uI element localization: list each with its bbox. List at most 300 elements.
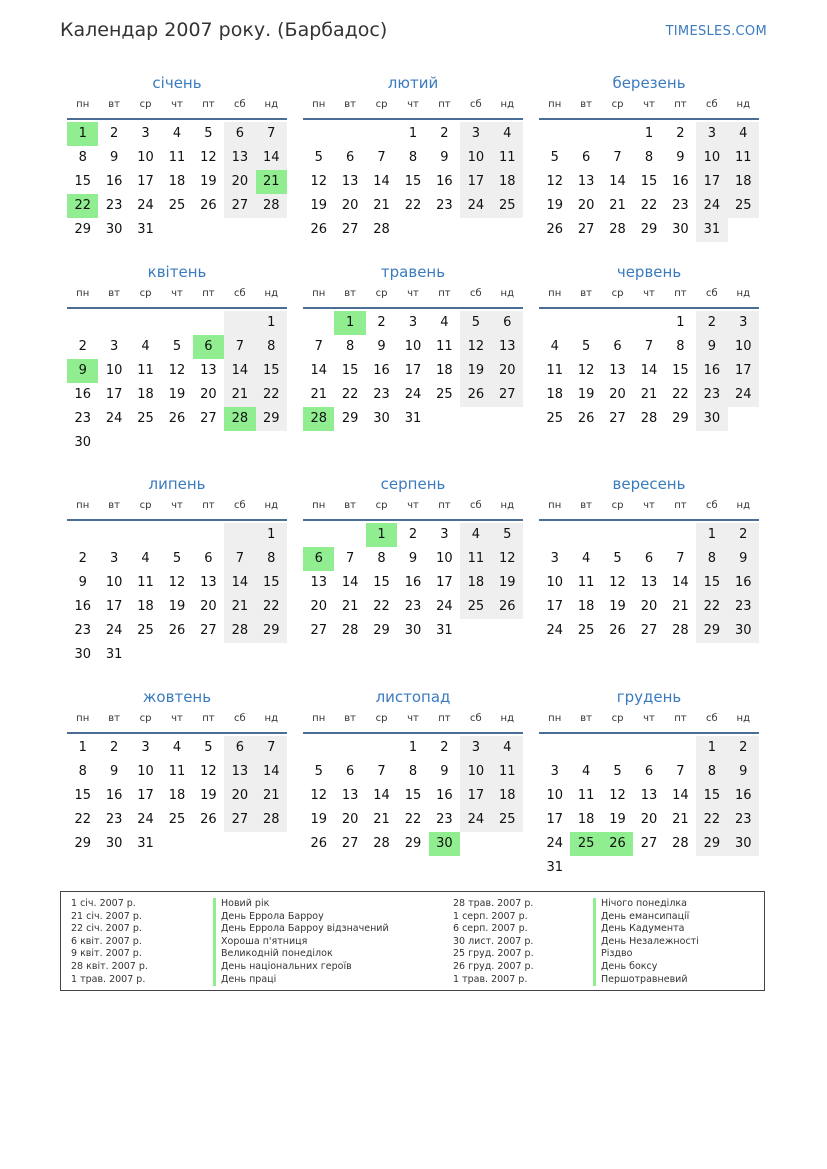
day-cell: 4	[492, 122, 523, 146]
day-cell: 28	[341, 623, 359, 638]
day-cell: 30	[672, 222, 689, 237]
day-cell: 13	[200, 363, 217, 378]
legend-entry: 22 січ. 2007 р.	[71, 923, 142, 935]
day-cell: 18	[460, 571, 491, 595]
day-cell: 23	[696, 383, 727, 407]
day-cell: 30	[373, 411, 390, 426]
day-cell: 21	[373, 812, 390, 827]
day-cell: 4	[581, 551, 591, 566]
weekday-label: нд	[736, 713, 750, 724]
empty-cell	[633, 311, 664, 335]
day-cell: 27	[224, 194, 255, 218]
day-grid	[539, 736, 759, 880]
day-cell: 18	[137, 387, 154, 402]
day-cell: 26	[168, 623, 186, 638]
month-name: вересень	[612, 475, 686, 493]
day-cell: 19	[609, 812, 626, 827]
day-grid	[67, 523, 287, 667]
day-cell: 20	[577, 198, 595, 213]
day-cell: 19	[168, 599, 186, 614]
legend-entry: 30 лист. 2007 р.	[453, 935, 534, 947]
day-cell: 26	[310, 222, 327, 237]
day-cell: 22	[640, 198, 658, 213]
empty-cell	[193, 523, 224, 547]
day-cell: 12	[310, 174, 327, 189]
weekday-label: ср	[139, 500, 152, 511]
day-cell: 6	[224, 736, 255, 760]
day-cell: 6	[644, 551, 654, 566]
empty-cell	[539, 311, 570, 335]
day-cell: 25	[168, 812, 186, 827]
day-cell: 22	[74, 812, 91, 827]
day-cell: 25	[492, 194, 523, 218]
day-cell: 12	[200, 764, 217, 779]
month-name: червень	[616, 263, 682, 281]
day-cell: 11	[577, 575, 595, 590]
legend-entry: День Ерролa Барроу	[213, 911, 389, 924]
day-cell: 19	[310, 198, 327, 213]
day-cell: 24	[105, 411, 123, 426]
day-cell: 18	[137, 599, 154, 614]
day-cell: 18	[436, 363, 453, 378]
day-cell: 28	[373, 222, 390, 237]
day-cell: 3	[696, 122, 727, 146]
weekday-label: вт	[108, 713, 120, 724]
day-cell: 12	[168, 363, 186, 378]
day-cell: 22	[256, 595, 287, 619]
day-cell: 1	[408, 126, 418, 141]
day-cell: 2	[78, 551, 87, 566]
legend-entry: Першотравневий	[593, 974, 699, 987]
day-cell: 31	[546, 860, 563, 875]
legend-entry: День боксу	[593, 961, 699, 974]
day-grid	[67, 736, 287, 856]
day-cell: 14	[672, 788, 689, 803]
weekday-label: сб	[470, 713, 482, 724]
day-cell: 14	[373, 788, 390, 803]
weekday-label: сб	[706, 500, 718, 511]
holiday-day: 21	[256, 170, 287, 194]
day-cell: 4	[581, 764, 591, 779]
day-cell: 9	[377, 339, 386, 354]
day-cell: 17	[728, 359, 759, 383]
day-cell: 1	[644, 126, 654, 141]
weekday-label: чт	[171, 713, 183, 724]
day-cell: 8	[696, 547, 727, 571]
day-cell: 27	[577, 222, 595, 237]
weekday-label: пн	[548, 500, 562, 511]
legend-entry: День праці	[213, 974, 389, 987]
legend-entry: Великодній понеділок	[213, 948, 389, 961]
day-cell: 1	[78, 740, 87, 755]
day-cell: 16	[74, 599, 91, 614]
weekday-header	[539, 710, 759, 734]
day-cell: 4	[728, 122, 759, 146]
day-cell: 10	[105, 575, 123, 590]
weekday-label: пт	[674, 500, 687, 511]
weekday-label: пн	[76, 713, 90, 724]
day-cell: 4	[172, 740, 182, 755]
weekday-label: пт	[438, 500, 451, 511]
day-cell: 23	[105, 812, 123, 827]
day-cell: 3	[440, 527, 449, 542]
weekday-header	[67, 96, 287, 120]
weekday-label: пн	[76, 99, 90, 110]
day-cell: 29	[256, 407, 287, 431]
legend-entry: Нічого понеділка	[593, 898, 699, 911]
day-cell: 7	[644, 339, 654, 354]
weekday-label: вт	[108, 500, 120, 511]
weekday-header	[67, 710, 287, 734]
day-cell: 15	[341, 363, 359, 378]
month-9	[539, 474, 759, 643]
day-cell: 20	[310, 599, 327, 614]
holiday-day: 1	[366, 523, 397, 547]
day-cell: 31	[137, 836, 154, 851]
day-cell: 31	[137, 222, 154, 237]
day-cell: 22	[672, 387, 689, 402]
empty-cell	[303, 311, 334, 335]
day-cell: 5	[613, 551, 622, 566]
day-cell: 21	[310, 387, 327, 402]
weekday-label: пт	[202, 288, 215, 299]
weekday-label: чт	[643, 713, 655, 724]
holiday-day: 1	[67, 122, 98, 146]
day-cell: 25	[546, 411, 563, 426]
day-cell: 20	[341, 812, 359, 827]
weekday-label: пн	[312, 500, 326, 511]
day-cell: 16	[696, 359, 727, 383]
legend-entry: Новий рік	[213, 898, 389, 911]
day-cell: 5	[172, 551, 182, 566]
day-cell: 3	[109, 339, 119, 354]
day-cell: 19	[546, 198, 563, 213]
weekday-label: пт	[438, 713, 451, 724]
legend-entry: День Незалежності	[593, 936, 699, 949]
day-cell: 29	[696, 832, 727, 856]
day-cell: 5	[613, 764, 622, 779]
weekday-label: пт	[674, 288, 687, 299]
day-cell: 29	[373, 623, 390, 638]
day-cell: 8	[256, 547, 287, 571]
day-cell: 30	[105, 222, 123, 237]
day-grid	[67, 122, 287, 242]
empty-cell	[602, 523, 633, 547]
day-cell: 10	[546, 575, 563, 590]
weekday-label: вт	[344, 713, 356, 724]
day-cell: 27	[310, 623, 327, 638]
day-cell: 3	[408, 315, 418, 330]
day-cell: 23	[672, 198, 689, 213]
empty-cell	[161, 311, 192, 335]
weekday-label: нд	[500, 288, 514, 299]
day-cell: 2	[676, 126, 685, 141]
day-cell: 30	[696, 407, 727, 431]
month-7	[67, 474, 287, 667]
day-cell: 18	[492, 784, 523, 808]
day-cell: 29	[256, 619, 287, 643]
day-cell: 26	[168, 411, 186, 426]
day-cell: 22	[404, 198, 422, 213]
day-cell: 1	[256, 311, 287, 335]
day-cell: 17	[436, 575, 453, 590]
weekday-label: нд	[736, 288, 750, 299]
empty-cell	[224, 311, 255, 335]
day-cell: 22	[696, 595, 727, 619]
day-cell: 27	[200, 623, 217, 638]
legend-entry: День Еррола Барроу відзначений	[213, 923, 389, 936]
day-cell: 21	[373, 198, 390, 213]
legend-entry: 21 січ. 2007 р.	[71, 910, 142, 922]
weekday-label: чт	[407, 500, 419, 511]
empty-cell	[366, 122, 397, 146]
day-cell: 29	[672, 411, 689, 426]
month-3	[539, 73, 759, 242]
day-cell: 15	[696, 784, 727, 808]
day-cell: 9	[728, 547, 759, 571]
day-cell: 15	[696, 571, 727, 595]
month-name: листопад	[375, 688, 451, 706]
day-grid	[303, 311, 523, 431]
weekday-label: вт	[580, 713, 592, 724]
weekday-label: вт	[108, 288, 120, 299]
day-cell: 7	[377, 150, 386, 165]
day-cell: 25	[577, 623, 595, 638]
weekday-label: пн	[548, 288, 562, 299]
day-cell: 29	[74, 836, 91, 851]
month-4	[67, 262, 287, 455]
day-cell: 19	[200, 788, 217, 803]
weekday-label: пн	[548, 99, 562, 110]
weekday-label: сб	[234, 500, 246, 511]
weekday-label: ср	[375, 500, 388, 511]
day-cell: 3	[109, 551, 119, 566]
day-cell: 10	[546, 788, 563, 803]
day-cell: 12	[310, 788, 327, 803]
legend-entry: 6 квіт. 2007 р.	[71, 935, 142, 947]
day-cell: 11	[168, 150, 186, 165]
day-cell: 11	[546, 363, 563, 378]
holiday-legend	[60, 891, 765, 991]
weekday-label: сб	[470, 500, 482, 511]
day-cell: 28	[256, 194, 287, 218]
day-cell: 13	[640, 788, 658, 803]
day-cell: 20	[341, 198, 359, 213]
day-cell: 12	[609, 788, 626, 803]
day-cell: 3	[550, 551, 559, 566]
legend-entry: 25 груд. 2007 р.	[453, 948, 534, 960]
day-cell: 4	[492, 736, 523, 760]
day-cell: 25	[436, 387, 453, 402]
empty-cell	[334, 523, 365, 547]
day-cell: 10	[460, 146, 491, 170]
day-cell: 19	[460, 359, 491, 383]
day-cell: 16	[728, 784, 759, 808]
day-cell: 3	[460, 122, 491, 146]
weekday-label: пт	[202, 99, 215, 110]
day-cell: 6	[613, 339, 622, 354]
empty-cell	[366, 736, 397, 760]
day-cell: 28	[256, 808, 287, 832]
day-cell: 17	[137, 174, 154, 189]
day-cell: 14	[373, 174, 390, 189]
day-cell: 4	[460, 523, 491, 547]
day-cell: 2	[440, 740, 449, 755]
day-cell: 7	[314, 339, 323, 354]
day-cell: 31	[436, 623, 453, 638]
day-cell: 7	[676, 551, 685, 566]
weekday-label: ср	[611, 500, 624, 511]
month-name: лютий	[387, 74, 439, 92]
empty-cell	[570, 311, 601, 335]
weekday-label: пн	[76, 500, 90, 511]
day-cell: 5	[492, 523, 523, 547]
weekday-header	[303, 710, 523, 734]
holiday-day: 25	[570, 832, 601, 856]
day-grid	[303, 523, 523, 643]
day-cell: 28	[672, 623, 689, 638]
empty-cell	[570, 736, 601, 760]
day-cell: 10	[728, 335, 759, 359]
day-cell: 2	[440, 126, 449, 141]
day-cell: 8	[345, 339, 355, 354]
day-cell: 9	[109, 150, 119, 165]
day-cell: 26	[492, 595, 523, 619]
day-cell: 10	[696, 146, 727, 170]
weekday-label: пт	[202, 713, 215, 724]
day-cell: 5	[460, 311, 491, 335]
weekday-label: вт	[108, 99, 120, 110]
day-cell: 17	[696, 170, 727, 194]
day-cell: 24	[105, 623, 123, 638]
empty-cell	[334, 736, 365, 760]
month-name: січень	[152, 74, 202, 92]
day-cell: 27	[609, 411, 626, 426]
day-cell: 10	[460, 760, 491, 784]
weekday-label: пн	[312, 99, 326, 110]
day-cell: 11	[492, 146, 523, 170]
day-cell: 17	[546, 812, 563, 827]
legend-dates-left	[71, 898, 148, 986]
holiday-day: 26	[602, 832, 633, 856]
day-cell: 28	[373, 836, 390, 851]
day-cell: 27	[640, 836, 658, 851]
day-cell: 25	[137, 411, 154, 426]
weekday-header	[303, 497, 523, 521]
day-cell: 14	[256, 760, 287, 784]
legend-entry: День національних героїв	[213, 961, 389, 974]
day-cell: 6	[644, 764, 654, 779]
month-name: грудень	[616, 688, 682, 706]
day-cell: 13	[492, 335, 523, 359]
day-cell: 9	[408, 551, 418, 566]
legend-entry: 1 трав. 2007 р.	[453, 973, 528, 985]
day-grid	[539, 523, 759, 643]
day-cell: 23	[728, 808, 759, 832]
day-cell: 16	[105, 174, 123, 189]
day-cell: 29	[404, 836, 422, 851]
day-cell: 27	[224, 808, 255, 832]
day-cell: 20	[640, 812, 658, 827]
day-cell: 16	[74, 387, 91, 402]
holiday-day: 30	[429, 832, 460, 856]
legend-entry: Хороша п'ятниця	[213, 936, 389, 949]
day-cell: 6	[581, 150, 591, 165]
weekday-header	[539, 497, 759, 521]
day-cell: 14	[224, 571, 255, 595]
day-cell: 13	[224, 760, 255, 784]
day-cell: 26	[460, 383, 491, 407]
day-cell: 7	[256, 122, 287, 146]
day-cell: 5	[581, 339, 591, 354]
day-cell: 14	[672, 575, 689, 590]
day-cell: 23	[436, 198, 453, 213]
day-cell: 8	[408, 764, 418, 779]
legend-names-right	[593, 898, 699, 986]
day-cell: 21	[672, 599, 689, 614]
day-cell: 2	[696, 311, 727, 335]
day-cell: 13	[640, 575, 658, 590]
day-cell: 27	[341, 222, 359, 237]
weekday-header	[539, 96, 759, 120]
day-grid	[303, 122, 523, 242]
empty-cell	[539, 122, 570, 146]
day-cell: 11	[168, 764, 186, 779]
weekday-label: нд	[500, 99, 514, 110]
day-cell: 20	[609, 387, 626, 402]
holiday-day: 22	[67, 194, 98, 218]
weekday-label: нд	[736, 500, 750, 511]
day-cell: 26	[200, 198, 217, 213]
legend-entry: Різдво	[593, 948, 699, 961]
day-cell: 8	[78, 150, 87, 165]
day-cell: 14	[310, 363, 327, 378]
site-logo[interactable]: TIMESLES.COM	[665, 24, 767, 39]
day-cell: 21	[341, 599, 359, 614]
empty-cell	[602, 736, 633, 760]
weekday-label: сб	[706, 288, 718, 299]
empty-cell	[67, 311, 98, 335]
day-cell: 10	[105, 363, 123, 378]
empty-cell	[633, 736, 664, 760]
day-cell: 10	[137, 764, 154, 779]
day-cell: 23	[404, 599, 422, 614]
day-cell: 4	[141, 339, 150, 354]
empty-cell	[665, 523, 696, 547]
day-cell: 9	[440, 150, 449, 165]
legend-entry: 28 квіт. 2007 р.	[71, 960, 148, 972]
day-cell: 11	[137, 575, 154, 590]
weekday-label: нд	[736, 99, 750, 110]
day-cell: 18	[577, 599, 595, 614]
day-cell: 15	[672, 363, 689, 378]
day-cell: 24	[404, 387, 422, 402]
day-cell: 1	[676, 315, 685, 330]
day-cell: 29	[696, 619, 727, 643]
day-cell: 13	[310, 575, 327, 590]
legend-entry: 1 січ. 2007 р.	[71, 898, 136, 909]
day-cell: 11	[728, 146, 759, 170]
empty-cell	[602, 311, 633, 335]
day-cell: 29	[341, 411, 359, 426]
day-cell: 2	[109, 126, 119, 141]
weekday-label: пт	[674, 99, 687, 110]
day-cell: 6	[345, 764, 355, 779]
day-cell: 8	[256, 335, 287, 359]
day-cell: 13	[341, 174, 359, 189]
weekday-label: чт	[407, 288, 419, 299]
weekday-label: чт	[171, 99, 183, 110]
